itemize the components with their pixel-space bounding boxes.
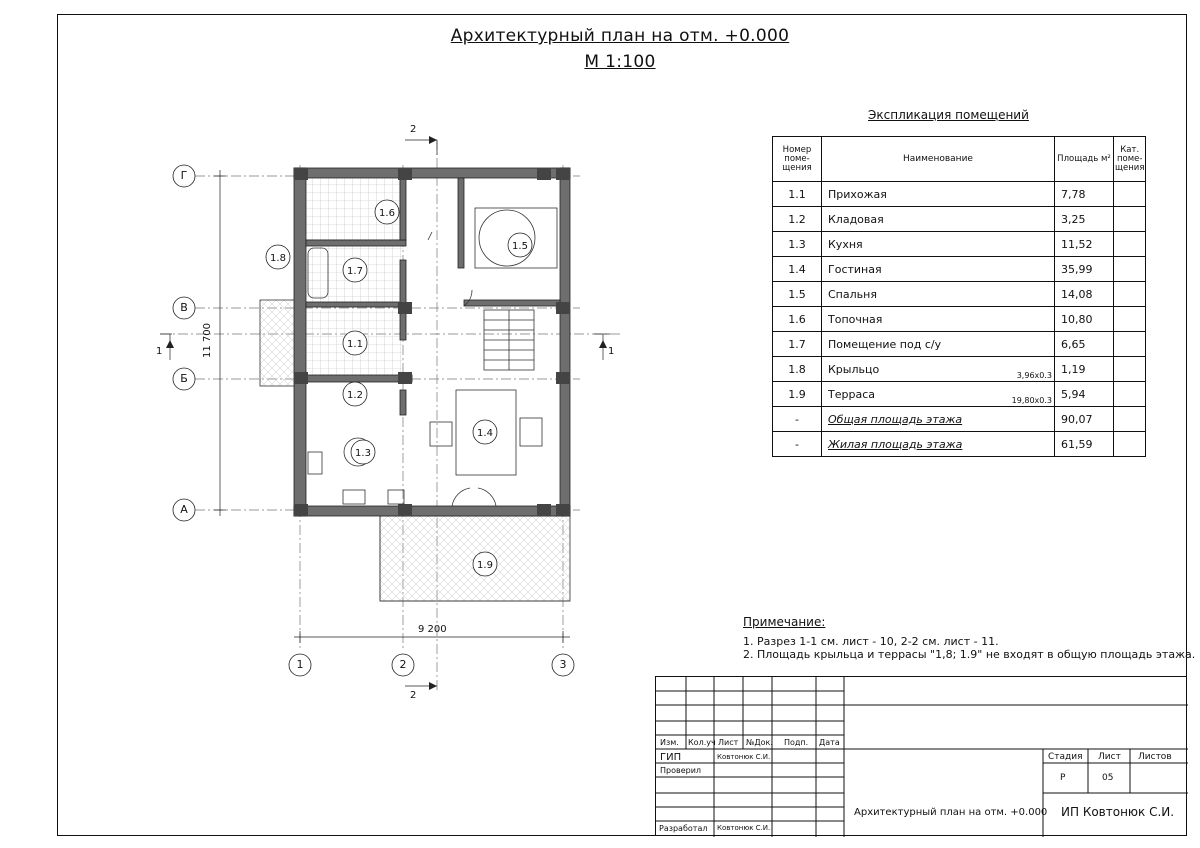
col-data: Дата (819, 738, 840, 747)
svg-text:1.2: 1.2 (347, 390, 363, 401)
notes-heading: Примечание: (743, 615, 826, 629)
table-row: 1.9 Терраса 19,80х0.3 5,94 (773, 382, 1146, 407)
drawing-title: Архитектурный план на отм. +0.000 (450, 26, 790, 46)
section-1-right: 1 (608, 346, 615, 357)
table-row: 1.6 Топочная 10,80 (773, 307, 1146, 332)
header-kat: Кат. поме-щения (1114, 137, 1146, 182)
developer-name: Ковтонюк С.И. (717, 824, 771, 832)
axis-label-2: 2 (399, 658, 407, 671)
axis-label-b: Б (180, 372, 188, 385)
terrace-dims: 19,80х0.3 (1011, 396, 1052, 405)
col-ndok: №Док. (746, 738, 773, 747)
svg-text:1.6: 1.6 (379, 208, 395, 219)
header-num: Номер поме-щения (773, 137, 822, 182)
dim-horizontal: 9 200 (418, 624, 447, 635)
col-izm: Изм. (660, 738, 679, 747)
svg-text:1.9: 1.9 (477, 560, 493, 571)
notes (743, 616, 1195, 661)
table-row: 1.1 Прихожая 7,78 (773, 182, 1146, 207)
explication-title: Экспликация помещений (868, 108, 1029, 122)
explication-table (772, 136, 1146, 457)
section-2-top: 2 (410, 124, 417, 135)
company-name: ИП Ковтонюк С.И. (1061, 805, 1175, 819)
gip-name: Ковтонюк С.И. (717, 753, 771, 761)
note-2: 2. Площадь крыльца и террасы "1,8; 1.9" не входят в общую площадь этажа. (743, 648, 1196, 661)
axis-label-3: 3 (559, 658, 567, 671)
porch-dims: 3,96х0.3 (1016, 371, 1052, 380)
table-row: 1.4 Гостиная 35,99 (773, 257, 1146, 282)
total-row: - Общая площадь этажа 90,07 (773, 407, 1146, 432)
table-row: 1.3 Кухня 11,52 (773, 232, 1146, 257)
table-row: 1.8 Крыльцо 3,96х0.3 1,19 (773, 357, 1146, 382)
header-area: Площадь м² (1055, 137, 1114, 182)
title-block (655, 676, 1187, 836)
sheet-header: Лист (1098, 752, 1121, 762)
axis-label-1: 1 (296, 658, 304, 671)
sheets-header: Листов (1138, 752, 1172, 762)
checked-label: Проверил (660, 766, 702, 775)
dim-vertical: 11 700 (202, 323, 213, 358)
stage-header: Стадия (1048, 752, 1083, 762)
stage-value: Р (1060, 773, 1066, 783)
doc-title: Архитектурный план на отм. +0.000 (854, 807, 1048, 818)
header-name: Наименование (822, 137, 1055, 182)
axis-label-g: Г (180, 169, 188, 182)
axis-label-a: А (180, 503, 188, 516)
svg-text:1.3: 1.3 (355, 448, 371, 459)
col-podp: Подп. (784, 738, 809, 747)
table-row: 1.2 Кладовая 3,25 (773, 207, 1146, 232)
svg-text:1.8: 1.8 (270, 253, 286, 264)
svg-text:1.4: 1.4 (477, 428, 493, 439)
table-row: 1.7 Помещение под с/у 6,65 (773, 332, 1146, 357)
axis-label-v: В (180, 301, 188, 314)
developed-label: Разработал (659, 824, 708, 833)
svg-text:1.5: 1.5 (512, 241, 528, 252)
total-row: - Жилая площадь этажа 61,59 (773, 432, 1146, 457)
col-list: Лист (718, 738, 739, 747)
gip-label: ГИП (660, 752, 682, 763)
room-label-1.1: 1.1 (347, 339, 363, 350)
section-1-left: 1 (156, 346, 163, 357)
col-koluch: Кол.уч (688, 738, 716, 747)
sheet-value: 05 (1102, 773, 1114, 783)
table-row: 1.5 Спальня 14,08 (773, 282, 1146, 307)
svg-text:1.7: 1.7 (347, 266, 363, 277)
note-1: 1. Разрез 1-1 см. лист - 10, 2-2 см. лист - 11. (743, 635, 999, 648)
section-2-bottom: 2 (410, 690, 417, 701)
drawing-scale: М 1:100 (584, 52, 656, 72)
